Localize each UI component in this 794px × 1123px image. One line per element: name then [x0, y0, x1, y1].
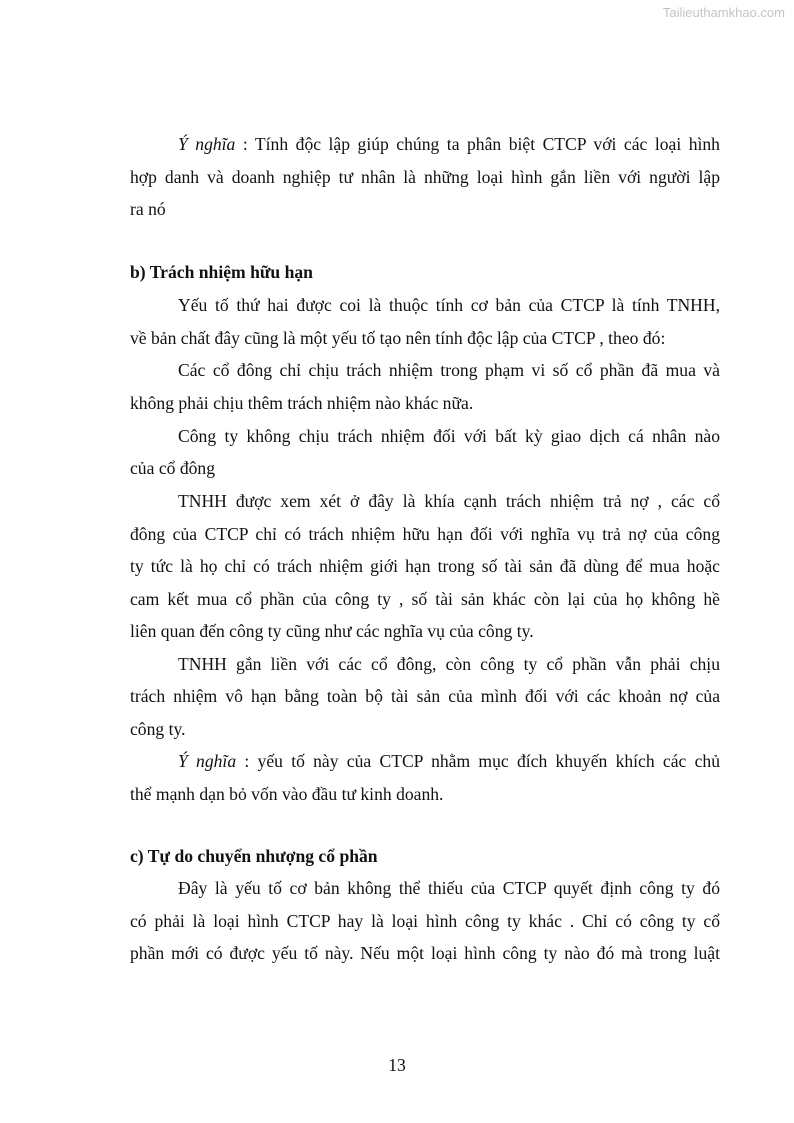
line-text: trách nhiệm vô hạn bằng toàn bộ tài sản của mình đối với các khoản nợ của [130, 686, 720, 706]
line-text: ty tức là họ chỉ có trách nhiệm giới hạn trong số tài sản đã dùng để mua hoặc [130, 556, 720, 576]
text-line [130, 387, 720, 419]
line-text: Yếu tố thứ hai được coi là thuộc tính cơ bản của CTCP là tính TNHH, [178, 295, 720, 315]
line-text: không phải chịu thêm trách nhiệm nào khác nữa. [130, 393, 474, 413]
line-text: có phải là loại hình CTCP hay là loại hình công ty khác . Chỉ có công ty cổ [130, 911, 720, 931]
line-text: : yếu tố này của CTCP nhằm mục đích khuyến khích các chủ [236, 751, 720, 771]
line-text: ra nó [130, 199, 166, 219]
text-line [130, 193, 720, 225]
watermark: Tailieuthamkhao.com [662, 5, 785, 20]
line-text: hợp danh và doanh nghiệp tư nhân là những loại hình gắn liền với người lập [130, 167, 720, 187]
line-text: đông của CTCP chỉ có trách nhiệm hữu hạn đối với nghĩa vụ trả nợ của công [130, 524, 720, 544]
text-line [130, 420, 720, 452]
line-text: TNHH được xem xét ở đây là khía cạnh trách nhiệm trả nợ , các cổ [178, 491, 720, 511]
text-line [130, 713, 720, 745]
text-line [130, 128, 720, 160]
line-text: c) Tự do chuyển nhượng cổ phần [130, 846, 378, 866]
text-line [130, 745, 720, 777]
line-text: Đây là yếu tố cơ bản không thể thiếu của CTCP quyết định công ty đó [178, 878, 720, 898]
line-text: Các cổ đông chỉ chịu trách nhiệm trong phạm vi số cổ phần đã mua và [178, 360, 720, 380]
text-line [130, 905, 720, 937]
text-line [130, 354, 720, 386]
text-line [130, 485, 720, 517]
line-text: Công ty không chịu trách nhiệm đối với bất kỳ giao dịch cá nhân nào [178, 426, 720, 446]
line-text: về bản chất đây cũng là một yếu tố tạo nên tính độc lập của CTCP , theo đó: [130, 328, 666, 348]
text-line [130, 289, 720, 321]
section-heading [130, 256, 720, 288]
text-line [130, 648, 720, 680]
text-line [130, 615, 720, 647]
italic-label: Ý nghĩa [178, 134, 236, 154]
text-line [130, 518, 720, 550]
text-line [130, 550, 720, 582]
italic-label: Ý nghĩa [178, 751, 237, 771]
line-text: : Tính độc lập giúp chúng ta phân biệt CTCP với các loại hình [235, 134, 720, 154]
line-text: phần mới có được yếu tố này. Nếu một loại hình công ty nào đó mà trong luật [130, 943, 720, 963]
text-line [130, 452, 720, 484]
line-text: thể mạnh dạn bỏ vốn vào đầu tư kinh doanh. [130, 784, 444, 804]
text-line [130, 322, 720, 354]
line-text: của cổ đông [130, 458, 216, 478]
text-line [130, 872, 720, 904]
line-text: b) Trách nhiệm hữu hạn [130, 262, 313, 282]
text-line [130, 161, 720, 193]
text-line [130, 778, 720, 810]
line-text: TNHH gắn liền với các cổ đông, còn công ty cổ phần vẫn phải chịu [178, 654, 720, 674]
text-line [130, 680, 720, 712]
line-text: cam kết mua cổ phần của công ty , số tài sản khác còn lại của họ không hề [130, 589, 720, 609]
line-text: công ty. [130, 719, 186, 739]
text-line [130, 583, 720, 615]
line-text: liên quan đến công ty cũng như các nghĩa vụ của công ty. [130, 621, 534, 641]
section-heading [130, 840, 720, 872]
page-number: 13 [388, 1055, 406, 1075]
text-line [130, 937, 720, 969]
